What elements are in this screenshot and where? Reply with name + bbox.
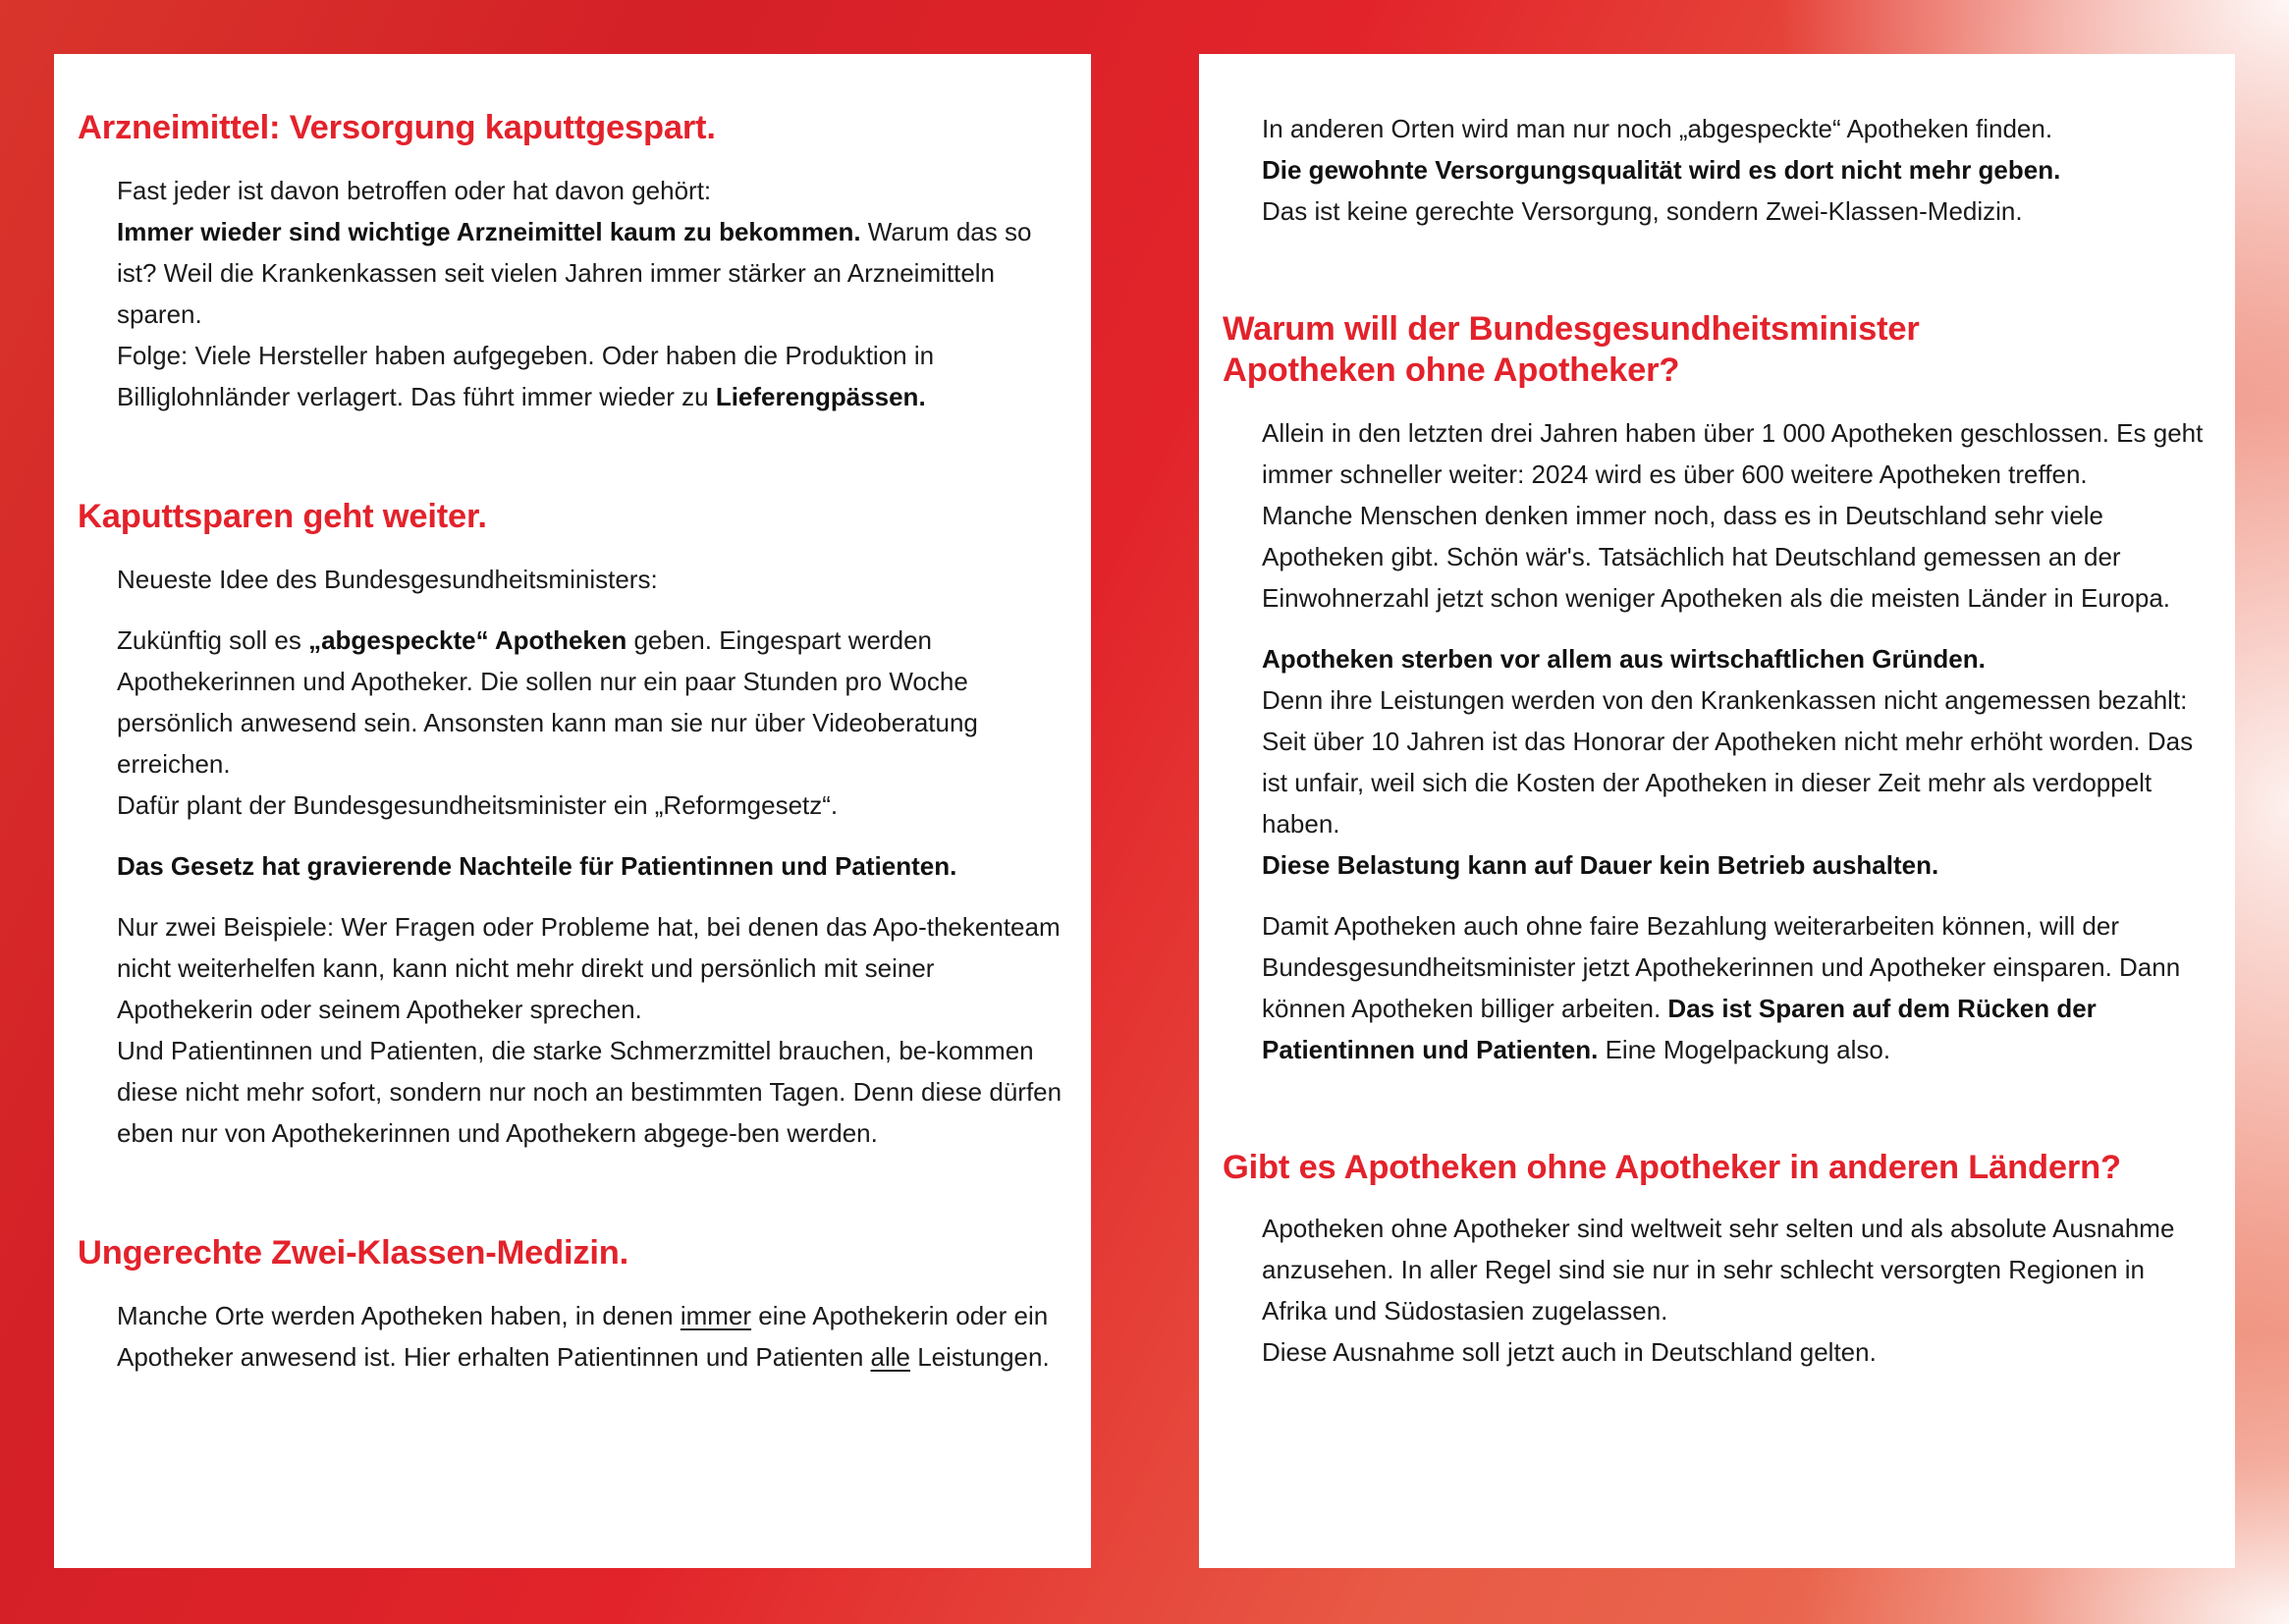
paragraph bbox=[1262, 638, 2210, 679]
heading-line: Apotheken ohne Apotheker? bbox=[1223, 352, 1680, 389]
section-supply-cuts bbox=[78, 107, 1066, 417]
underlined-text: alle bbox=[870, 1342, 910, 1372]
section-body bbox=[78, 559, 1066, 1154]
paragraph: Das ist keine gerechte Versorgung, sondern Zwei-Klassen-Medizin. bbox=[1262, 196, 2023, 226]
underlined-text: immer bbox=[680, 1301, 752, 1330]
section-two-class-medicine bbox=[78, 1232, 1066, 1378]
heading-line: Warum will der Bundesgesundheitsminister bbox=[1223, 310, 1920, 348]
section-body bbox=[78, 170, 1066, 417]
section-other-countries bbox=[1223, 1147, 2210, 1373]
paragraph: Apotheken ohne Apotheker sind weltweit sehr selten und als absolute Ausnahme anzusehen. In aller Regel sind sie nur in sehr schlecht versorgten Regionen in Afrika und Südostasien zugelassen. bbox=[1262, 1214, 2175, 1326]
text: Folge: Viele Hersteller haben aufgegeben. Oder haben die Produktion in Billiglohnländer verlagert. Das führt immer wieder zu bbox=[117, 341, 935, 411]
bold-text: Diese Belastung kann auf Dauer kein Betrieb aushalten. bbox=[1262, 850, 1939, 880]
text: Warum das so ist? Weil die Krankenkassen seit vielen Jahren immer stärker an Arzneimitteln sparen. bbox=[117, 217, 1032, 329]
paragraph: Fast jeder ist davon betroffen oder hat davon gehört: bbox=[117, 176, 712, 205]
paragraph: Nur zwei Beispiele: Wer Fragen oder Probleme hat, bei denen das Apo-thekenteam nicht weiterhelfen kann, kann nicht mehr direkt und persönlich mit seiner Apothekerin oder seinem Apotheker sprechen. bbox=[117, 912, 1061, 1024]
bold-text: Lieferengpässen. bbox=[715, 382, 926, 411]
paragraph bbox=[117, 845, 1066, 887]
bold-text: Die gewohnte Versorgungsqualität wird es dort nicht mehr geben. bbox=[1262, 155, 2061, 185]
text: Eine Mogelpackung also. bbox=[1598, 1035, 1891, 1064]
section-why-minister bbox=[1223, 308, 2210, 1070]
paragraph: Diese Ausnahme soll jetzt auch in Deutschland gelten. bbox=[1262, 1337, 1877, 1367]
heading-other-countries: Gibt es Apotheken ohne Apotheker in anderen Ländern? bbox=[1223, 1149, 2121, 1186]
text: Damit Apotheken auch ohne faire Bezahlung weiterarbeiten können, will der Bundesgesundheitsminister jetzt Apothekerinnen und Apotheker einsparen. Dann können Apotheken billiger arbeiten. bbox=[1262, 911, 2181, 1023]
bold-text: Das Gesetz hat gravierende Nachteile für Patientinnen und Patienten. bbox=[117, 851, 957, 881]
section-body bbox=[78, 1295, 1066, 1378]
text: eine Apothekerin oder ein Apotheker anwesend ist. Hier erhalten Patientinnen und Patienten bbox=[117, 1301, 1049, 1372]
paragraph: Neueste Idee des Bundesgesundheitsministers: bbox=[117, 565, 658, 594]
heading-supply-cuts: Arzneimittel: Versorgung kaputtgespart. bbox=[78, 109, 716, 146]
heading-why-minister bbox=[1223, 308, 2210, 391]
section-cuts-continue bbox=[78, 496, 1066, 1154]
paragraph: In anderen Orten wird man nur noch „abgespeckte“ Apotheken finden. bbox=[1262, 114, 2053, 143]
text: geben. Eingespart werden Apothekerinnen und Apotheker. Die sollen nur ein paar Stunden pro Woche persönlich anwesend sein. Ansonsten kann man sie nur über Videoberatung erreichen. bbox=[117, 625, 978, 779]
paragraph: Manche Menschen denken immer noch, dass es in Deutschland sehr viele Apotheken gibt. Schön wär's. Tatsächlich hat Deutschland gemessen an der Einwohnerzahl jetzt schon weniger Apotheken als die meisten Länder in Europa. bbox=[1262, 501, 2171, 613]
section-intro-continued bbox=[1223, 108, 2210, 232]
paragraph bbox=[1262, 149, 2210, 190]
heading-cuts-continue: Kaputtsparen geht weiter. bbox=[78, 498, 487, 535]
bold-text: „abgespeckte“ Apotheken bbox=[308, 625, 627, 655]
paragraph bbox=[117, 335, 1066, 417]
heading-two-class-medicine: Ungerechte Zwei-Klassen-Medizin. bbox=[78, 1234, 629, 1272]
paragraph: Denn ihre Leistungen werden von den Krankenkassen nicht angemessen bezahlt: Seit über 10 Jahren ist das Honorar der Apotheken nicht mehr erhöht worden. Das ist unfair, weil sich die Kosten der Apotheken in dieser Zeit mehr als verdoppelt haben. bbox=[1262, 685, 2194, 839]
paragraph bbox=[117, 1295, 1066, 1378]
bold-text: Das ist Sparen auf dem Rücken der Patientinnen und Patienten. bbox=[1262, 994, 2097, 1064]
paragraph bbox=[1262, 844, 2210, 886]
text: Zukünftig soll es bbox=[117, 625, 309, 655]
bold-text: Apotheken sterben vor allem aus wirtschaftlichen Gründen. bbox=[1262, 644, 1986, 674]
section-body bbox=[1223, 108, 2210, 232]
right-page-panel bbox=[1199, 54, 2235, 1568]
bold-text: Immer wieder sind wichtige Arzneimittel kaum zu bekommen. bbox=[117, 217, 861, 246]
section-body bbox=[1223, 1208, 2210, 1373]
section-body bbox=[1223, 412, 2210, 1070]
paragraph bbox=[117, 211, 1066, 335]
text: Manche Orte werden Apotheken haben, in denen bbox=[117, 1301, 681, 1330]
text: Leistungen. bbox=[910, 1342, 1050, 1372]
paragraph bbox=[117, 620, 1066, 785]
paragraph: Allein in den letzten drei Jahren haben über 1 000 Apotheken geschlossen. Es geht immer schneller weiter: 2024 wird es über 600 weitere Apotheken treffen. bbox=[1262, 418, 2204, 489]
paragraph: Dafür plant der Bundesgesundheitsminister ein „Reformgesetz“. bbox=[117, 790, 839, 820]
left-page-panel bbox=[54, 54, 1091, 1568]
paragraph: Und Patientinnen und Patienten, die starke Schmerzmittel brauchen, be-kommen diese nicht mehr sofort, sondern nur noch an bestimmten Tagen. Denn diese dürfen eben nur von Apothekerinnen und Apothekern abgege-ben werden. bbox=[117, 1036, 1063, 1148]
paragraph bbox=[1262, 905, 2210, 1070]
